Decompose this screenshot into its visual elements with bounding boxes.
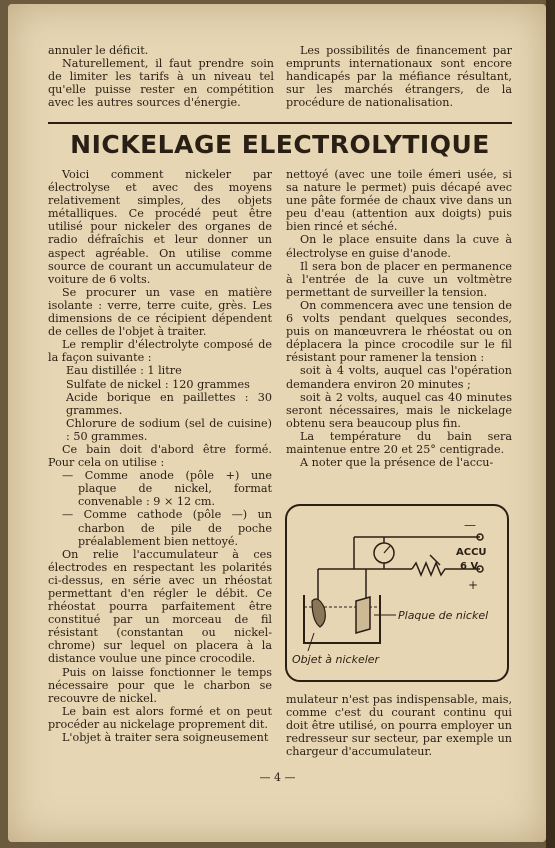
paragraph: L'objet à traiter sera soigneusement <box>62 731 269 745</box>
paragraph: Voici comment nickeler par électrolyse et avec des moyens relativement simples, des objets métalliques. Ce procédé peut être utilisé pour nickeler des organes de radio défraîchis et leur donner un aspect agréable. On utilise comme source de courant un accumulateur de voiture de 6 volts. <box>48 168 272 286</box>
paragraph: Le remplir d'électrolyte composé de la façon suivante : <box>48 338 272 365</box>
ingredient-item: Eau distillée : 1 litre <box>66 364 182 378</box>
paragraph: La température du bain sera maintenue entre 20 et 25° centigrade. <box>286 429 512 456</box>
page-edge <box>546 0 555 848</box>
right-column <box>286 168 512 469</box>
paragraph: nettoyé (avec une toile émeri usée, si sa nature le permet) puis décapé avec une pâte formée de chaux vive dans un peu d'eau (attention aux doigts) puis bien rincé et séché. <box>286 168 512 234</box>
circuit-diagram <box>284 503 510 683</box>
paragraph: Les possibilités de financement par emprunts internationaux sont encore handicapés par la méfiance résultant, sur les marchés étrangers, de la procédure de nationalisation. <box>286 44 512 110</box>
left-column <box>48 168 272 744</box>
paragraph: On le place ensuite dans la cuve à électrolyse en guise d'anode. <box>286 233 512 260</box>
paragraph: A noter que la présence de l'accu- <box>300 456 494 470</box>
paragraph: mulateur n'est pas indispensable, mais, comme c'est du courant continu qui doit être utilisé, on pourra employer un redresseur sur secteur, par exemple un chargeur d'accumulateur. <box>286 693 512 759</box>
paragraph: Il sera bon de placer en permanence à l'entrée de la cuve un voltmètre permettant de surveiller la tension. <box>286 259 512 299</box>
paragraph: soit à 2 volts, auquel cas 40 minutes seront nécessaires, mais le nickelage obtenu sera beaucoup plus fin. <box>286 390 512 430</box>
page-number: — 4 — <box>259 771 296 784</box>
objet-label: Objet à nickeler <box>292 653 380 666</box>
ingredient-item: Chlorure de sodium (sel de cuisine) : 50 grammes. <box>66 416 272 443</box>
plus-label: + <box>468 578 479 592</box>
paragraph: annuler le déficit. <box>48 44 149 57</box>
nickel-plate-icon <box>356 597 370 633</box>
section-divider <box>48 122 512 124</box>
accu-label: ACCU <box>456 547 487 558</box>
minus-label: — <box>464 518 476 532</box>
ingredient-item: Acide borique en paillettes : 30 grammes. <box>66 390 272 417</box>
object-icon <box>312 599 325 627</box>
paragraph: Naturellement, il faut prendre soin de limiter les tarifs à un niveau tel qu'elle puisse rester en compétition avec les autres sources d'énergie. <box>48 57 274 110</box>
voltage-label: 6 V <box>460 561 479 572</box>
paragraph: Le bain est alors formé et on peut procéder au nickelage proprement dit. <box>48 704 272 731</box>
list-item: — Comme cathode (pôle —) un charbon de pile de poche préalablement bien nettoyé. <box>62 508 272 548</box>
plaque-label: Plaque de nickel <box>398 609 489 622</box>
top-left-column <box>48 44 274 109</box>
list-item: — Comme anode (pôle +) une plaque de nickel, format convenable : 9 × 12 cm. <box>62 469 272 509</box>
paragraph: On commencera avec une tension de 6 volts pendant quelques secondes, puis on manœuvrera le rhéostat ou on déplacera la pince crocodile sur le fil résistant pour ramener la tension : <box>286 298 512 365</box>
top-right-column <box>286 44 512 109</box>
right-column-end <box>286 693 512 758</box>
paragraph: Ce bain doit d'abord être formé. Pour cela on utilise : <box>48 442 272 470</box>
paragraph: Se procurer un vase en matière isolante : verre, terre cuite, grès. Les dimensions de ce récipient dépendent de celles de l'objet à traiter. <box>48 285 272 339</box>
paragraph: Puis on laisse fonctionner le temps nécessaire pour que le charbon se recouvre de nickel. <box>48 665 272 705</box>
article-title: NICKELAGE ELECTROLYTIQUE <box>70 130 490 159</box>
ingredient-item: Sulfate de nickel : 120 grammes <box>66 377 250 391</box>
paragraph: On relie l'accumulateur à ces électrodes en respectant les polarités ci-dessus, en série avec un rhéostat permettant d'en régler le débit. Ce rhéostat pourra parfaitement être constitué par un morceau de fil résistant (constantan ou nickel-chrome) sur lequel on placera à la distance voulue une pince crocodile. <box>48 547 272 666</box>
paragraph: soit à 4 volts, auquel cas l'opération demandera environ 20 minutes ; <box>286 364 512 391</box>
